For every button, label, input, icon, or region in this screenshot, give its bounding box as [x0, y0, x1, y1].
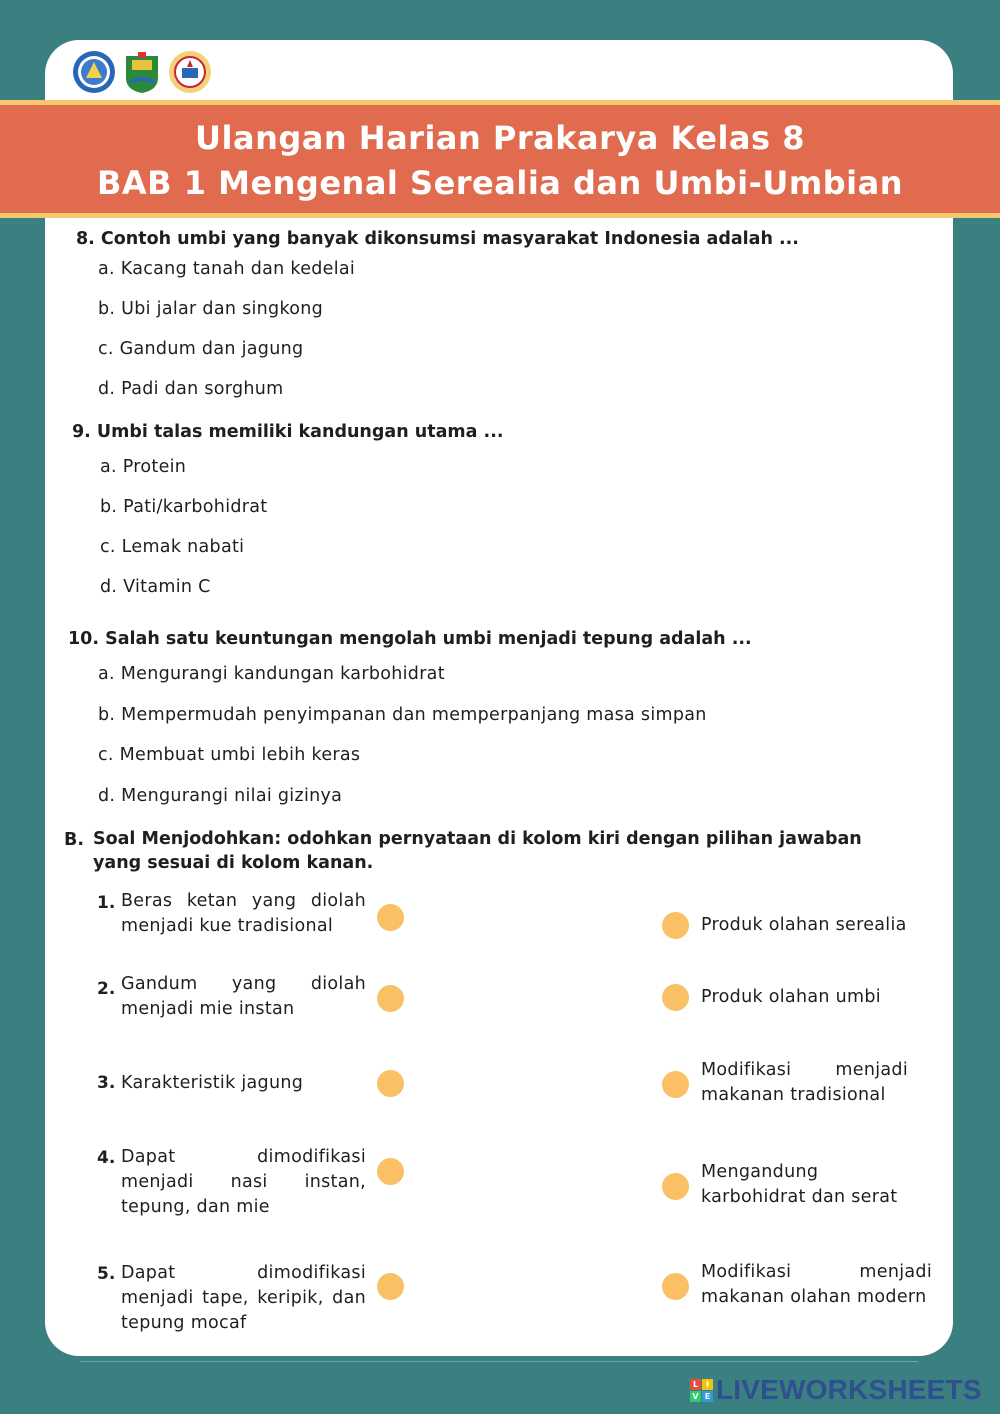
question-number: 9.	[72, 422, 91, 442]
section-b-instruction: Soal Menjodohkan: odohkan pernyataan di kolom kiri dengan pilihan jawaban yang sesuai di kolom kanan.	[93, 829, 862, 873]
match-number-2: 2.	[97, 979, 116, 999]
question-8	[76, 229, 799, 249]
option-8a[interactable]: a. Kacang tanah dan kedelai	[98, 259, 356, 279]
option-10d[interactable]: d. Mengurangi nilai gizinya	[98, 786, 343, 806]
option-9a[interactable]: a. Protein	[100, 457, 187, 477]
option-9c[interactable]: c. Lemak nabati	[100, 537, 245, 557]
match-left-dot-1[interactable]	[377, 904, 404, 931]
match-left-item-3: Karakteristik jagung	[121, 1073, 304, 1093]
question-text: Umbi talas memiliki kandungan utama ...	[96, 422, 504, 442]
footer-divider	[80, 1361, 918, 1362]
regional-government-logo	[120, 50, 164, 94]
question-text: Salah satu keuntungan mengolah umbi menjadi tepung adalah ...	[105, 629, 752, 649]
match-left-item-4: Dapat dimodifikasi menjadi nasi instan, tepung, dan mie	[121, 1147, 366, 1217]
question-number: 8.	[76, 229, 95, 249]
option-10b[interactable]: b. Mempermudah penyimpanan dan memperpanjang masa simpan	[98, 705, 707, 725]
school-logo	[168, 50, 212, 94]
section-letter: B.	[64, 830, 84, 850]
match-right-item-1: Produk olahan serealia	[701, 915, 907, 935]
option-9b[interactable]: b. Pati/karbohidrat	[100, 497, 268, 517]
match-right-dot-4[interactable]	[662, 1173, 689, 1200]
match-right-item-5: Modifikasi menjadi makanan olahan modern	[701, 1262, 932, 1307]
page-title: Ulangan Harian Prakarya Kelas 8	[195, 119, 805, 157]
tut-wuri-handayani-logo	[72, 50, 116, 94]
match-right-item-3: Modifikasi menjadi makanan tradisional	[701, 1060, 908, 1105]
option-8d[interactable]: d. Padi dan sorghum	[98, 379, 284, 399]
match-left-item-5: Dapat dimodifikasi menjadi tape, keripik, dan tepung mocaf	[121, 1263, 366, 1333]
live-badge-icon: L I V E	[690, 1379, 713, 1402]
match-right-dot-2[interactable]	[662, 984, 689, 1011]
liveworksheets-logo	[690, 1374, 982, 1406]
option-9d[interactable]: d. Vitamin C	[100, 577, 211, 597]
match-left-item-1: Beras ketan yang diolah menjadi kue tradisional	[121, 891, 366, 936]
option-8c[interactable]: c. Gandum dan jagung	[98, 339, 304, 359]
match-number-1: 1.	[97, 893, 116, 913]
question-10	[68, 629, 752, 649]
question-text: Contoh umbi yang banyak dikonsumsi masyarakat Indonesia adalah ...	[100, 229, 799, 249]
match-left-item-2: Gandum yang diolah menjadi mie instan	[121, 974, 366, 1019]
question-number: 10.	[68, 629, 100, 649]
option-8b[interactable]: b. Ubi jalar dan singkong	[98, 299, 324, 319]
match-right-dot-3[interactable]	[662, 1071, 689, 1098]
match-right-dot-1[interactable]	[662, 912, 689, 939]
match-number-5: 5.	[97, 1264, 116, 1284]
match-left-dot-2[interactable]	[377, 985, 404, 1012]
match-right-item-4: Mengandung karbohidrat dan serat	[701, 1162, 898, 1207]
title-banner	[0, 100, 1000, 218]
liveworksheets-brand: LIVEWORKSHEETS	[716, 1374, 982, 1405]
match-left-dot-4[interactable]	[377, 1158, 404, 1185]
question-9	[72, 422, 504, 442]
chapter-title: BAB 1 Mengenal Serealia dan Umbi-Umbian	[97, 164, 903, 202]
option-10c[interactable]: c. Membuat umbi lebih keras	[98, 745, 361, 765]
match-number-4: 4.	[97, 1148, 116, 1168]
match-number-3: 3.	[97, 1073, 116, 1093]
match-right-dot-5[interactable]	[662, 1273, 689, 1300]
option-10a[interactable]: a. Mengurangi kandungan karbohidrat	[98, 664, 445, 684]
match-left-dot-5[interactable]	[377, 1273, 404, 1300]
match-right-item-2: Produk olahan umbi	[701, 987, 881, 1007]
match-left-dot-3[interactable]	[377, 1070, 404, 1097]
